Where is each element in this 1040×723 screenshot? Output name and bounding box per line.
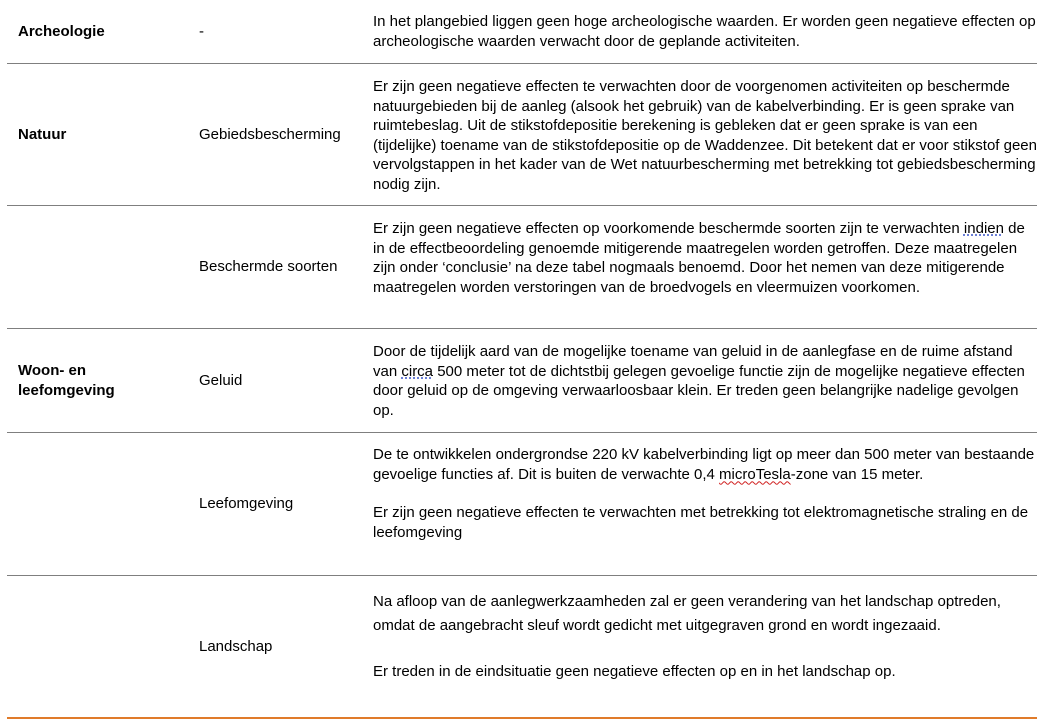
topic-cell (18, 329, 193, 432)
text-run: De te ontwikkelen ondergrondse 220 kV kabelverbinding ligt op meer dan 500 meter van bestaande gevoelige functies af. Dit is buiten de verwachte 0,4 (373, 446, 1035, 483)
description-cell (373, 219, 1037, 297)
table-row-landschap (7, 576, 1037, 719)
text-run: de in de effectbeoordeling genoemde mitigerende maatregelen worden getroffen. Deze maatregelen zijn onder ‘conclusie’ na deze tabel nogmaals benoemd. Door het nemen van deze mitigerende maatregelen worden verstoringen van de broedvogels en vleermuizen voorkomen. (373, 220, 1025, 296)
aspect-cell (199, 206, 371, 328)
aspect-cell (199, 576, 371, 717)
description-text: Er zijn geen negatieve effecten te verwachten door de voorgenomen activiteiten op beschermde natuurgebieden bij de aanleg (alsook het gebruik) van de kabelverbinding. Er is geen sprake van ruimtebeslag. Uit de stikstofdepositie berekening is gebleken dat er geen sprake is van een (tijdelijke) toename van de stikstofdepositie op de Waddenzee. Dit betekent dat er voor stikstof geen vervolgstappen in het kader van de Wet natuurbescherming met betrekking tot gebiedsbescherming nodig zijn. (373, 78, 1037, 193)
grammar-flagged-word[interactable]: indien (963, 220, 1004, 237)
description-text: In het plangebied liggen geen hoge archeologische waarden. Er worden geen negatieve effecten op archeologische waarden verwacht door de geplande activiteiten. (373, 13, 1036, 50)
effects-table (7, 0, 1037, 719)
aspect-label: Landschap (199, 637, 273, 655)
aspect-cell (199, 64, 371, 205)
description-cell (373, 590, 1037, 684)
description-text-2: Er zijn geen negatieve effecten te verwachten met betrekking tot elektromagnetische straling en de leefomgeving (373, 504, 1029, 541)
text-run: Er zijn geen negatieve effecten op voorkomende beschermde soorten zijn te verwachten (373, 220, 964, 237)
description-cell (373, 342, 1037, 420)
description-cell (373, 12, 1037, 51)
aspect-cell (199, 0, 371, 63)
table-row-geluid (7, 329, 1037, 433)
description-text-2: Er treden in de eindsituatie geen negatieve effecten op en in het landschap op. (373, 663, 896, 680)
description-text (373, 219, 1037, 297)
topic-label: Woon- en leefomgeving (18, 361, 115, 399)
text-run: 500 meter tot de dichtstbij gelegen gevoelige functie zijn de mogelijke negatieve effecten door geluid op de omgeving verwaarloosbaar klein. Er treden geen belangrijke nadelige gevolgen op. (373, 362, 1025, 419)
table-row-archeologie (7, 0, 1037, 64)
description-cell (373, 77, 1037, 194)
description-text (373, 445, 1037, 484)
aspect-label: Beschermde soorten (199, 258, 338, 275)
grammar-flagged-word[interactable]: circa (401, 362, 434, 380)
table-row-beschermde-soorten (7, 206, 1037, 329)
aspect-cell (199, 329, 371, 432)
aspect-label: Geluid (199, 371, 243, 389)
description-text (373, 342, 1037, 420)
aspect-label: Leefomgeving (199, 495, 294, 512)
description-cell (373, 445, 1037, 542)
aspect-label: Gebiedsbescherming (199, 125, 341, 143)
topic-label: Natuur (18, 125, 67, 143)
spelling-flagged-word[interactable]: microTesla (719, 465, 791, 483)
topic-cell (18, 0, 193, 63)
topic-cell (18, 64, 193, 205)
table-row-natuur (7, 64, 1037, 206)
table-row-leefomgeving (7, 433, 1037, 576)
text-run: -zone van 15 meter. (790, 465, 924, 483)
description-text: Na afloop van de aanlegwerkzaamheden zal er geen verandering van het landschap optreden, omdat de aangebracht sleuf wordt gedicht met uitgegraven grond en wordt ingezaaid. (373, 593, 1001, 634)
text-run: Door de tijdelijk aard van de mogelijke toename van geluid in de aanlegfase en de ruime afstand van (373, 343, 1013, 380)
topic-label: Archeologie (18, 22, 105, 40)
aspect-label: - (199, 22, 204, 40)
aspect-cell (199, 433, 371, 575)
